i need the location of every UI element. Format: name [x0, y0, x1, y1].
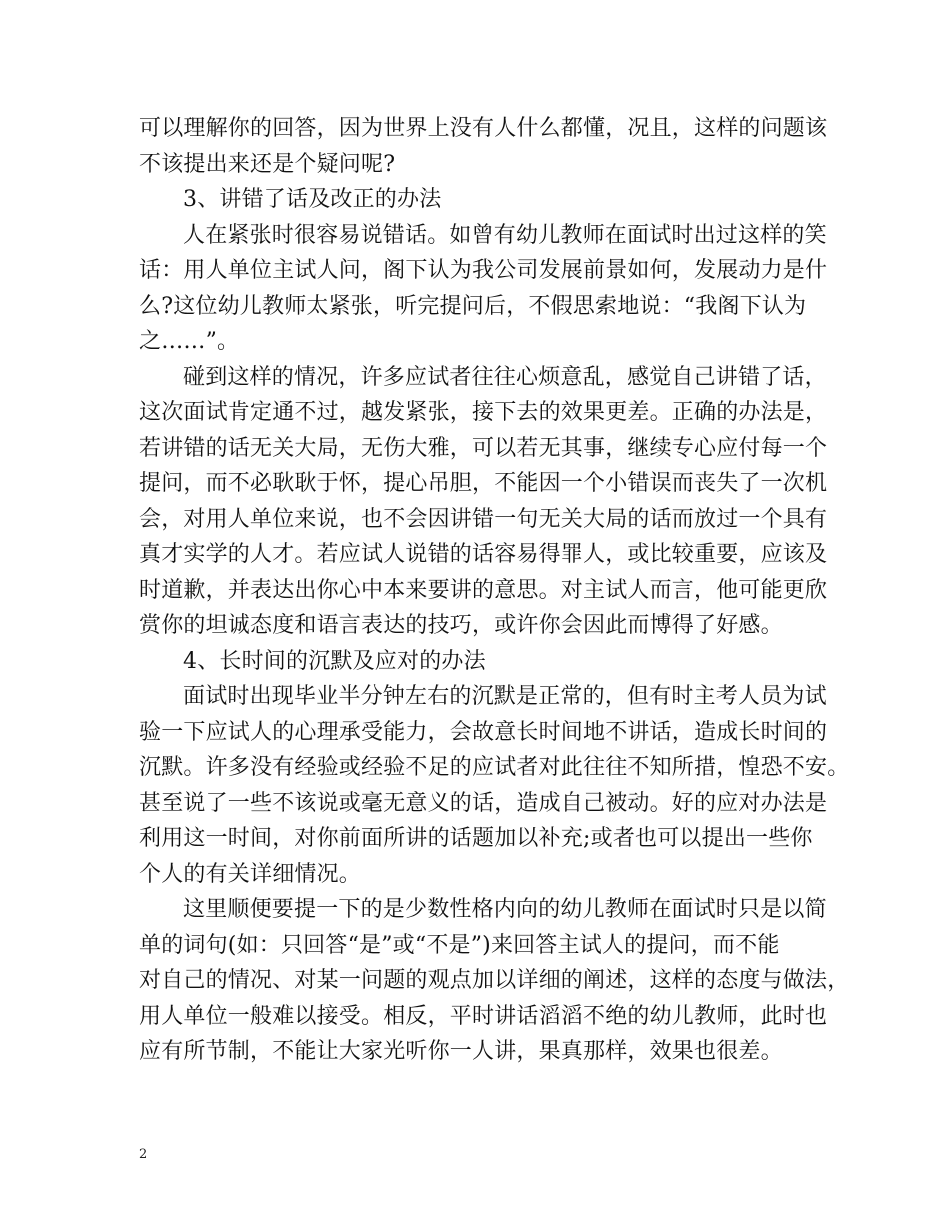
- text-line: 不该提出来还是个疑问呢?: [139, 151, 396, 177]
- text-line: 提问，而不必耿耿于怀，提心吊胆，不能因一个小错误而丧失了一次机: [139, 471, 828, 496]
- text-line: 个人的有关详细情况。: [139, 861, 362, 887]
- text-line: 话：用人单位主试人问，阁下认为我公司发展前景如何，发展动力是什: [139, 258, 828, 283]
- text-line: 甚至说了一些不该说或毫无意义的话，造成自己被动。好的应对办法是: [139, 790, 828, 816]
- text-line: 验一下应试人的心理承受能力，会故意长时间地不讲话，造成长时间的: [139, 719, 828, 745]
- paragraph-start: 碰到这样的情况，许多应试者往往心烦意乱，感觉自己讲错了话，: [183, 364, 827, 390]
- text-line: 可以理解你的回答，因为世界上没有人什么都懂，况且，这样的问题该: [139, 116, 828, 141]
- text-line: 真才实学的人才。若应试人说错的话容易得罪人，或比较重要，应该及: [139, 542, 828, 567]
- paragraph-start: 面试时出现毕业半分钟左右的沉默是正常的，但有时主考人员为试: [183, 684, 827, 709]
- section-heading: 3、讲错了话及改正的办法: [183, 187, 442, 212]
- paragraph-start: 人在紧张时很容易说错话。如曾有幼儿教师在面试时出过这样的笑: [183, 222, 827, 248]
- text-line: 用人单位一般难以接受。相反，平时讲话滔滔不绝的幼儿教师，此时也: [139, 1003, 828, 1029]
- section-heading: 4、长时间的沉默及应对的办法: [183, 648, 486, 674]
- text-line: 对自己的情况、对某一问题的观点加以详细的阐述，这样的态度与做法，: [139, 968, 850, 993]
- text-line: 时道歉，并表达出你心中本来要讲的意思。对主试人而言，他可能更欣: [139, 577, 828, 603]
- text-line: 应有所节制，不能让大家光听你一人讲，果真那样，效果也很差。: [139, 1039, 783, 1064]
- text-line: 若讲错的话无关大局，无伤大雅，可以若无其事，继续专心应付每一个: [139, 435, 828, 461]
- paragraph-start: 这里顺便要提一下的是少数性格内向的幼儿教师在面试时只是以简: [183, 897, 827, 922]
- text-line: 这次面试肯定通不过，越发紧张，接下去的效果更差。正确的办法是，: [139, 400, 828, 425]
- text-line: 利用这一时间，对你前面所讲的话题加以补充;或者也可以提出一些你: [139, 826, 813, 851]
- text-line: 沉默。许多没有经验或经验不足的应试者对此往往不知所措，惶恐不安。: [139, 755, 850, 780]
- page-number: 2: [139, 1147, 148, 1162]
- text-line: 赏你的坦诚态度和语言表达的技巧，或许你会因此而博得了好感。: [139, 613, 783, 638]
- body-text: [139, 111, 850, 1070]
- text-line: 会，对用人单位来说，也不会因讲错一句无关大局的话而放过一个具有: [139, 506, 828, 532]
- text-line: 之……”。: [139, 329, 240, 354]
- text-line: 单的词句(如：只回答“是”或“不是”)来回答主试人的提问，而不能: [139, 932, 780, 958]
- text-line: 么?这位幼儿教师太紧张，听完提问后，不假思索地说：“我阁下认为: [139, 293, 807, 319]
